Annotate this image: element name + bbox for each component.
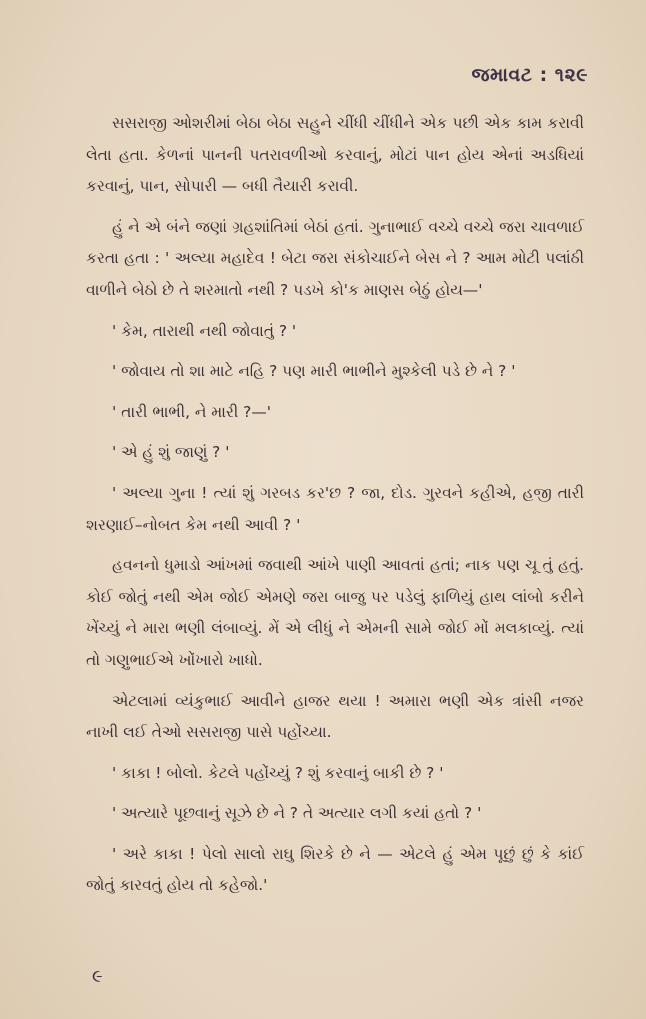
paragraph: ' કેમ, તારાથી નથી જોવાતું ? ' [112,321,297,340]
paragraph: ' એ હું શું જાણું ? ' [112,443,230,462]
paragraph: ' કાકા ! બોલો. કેટલે પહોંચ્યું ? શું કરવાનું બાકી છે ? ' [112,763,444,782]
paragraph: હવનનો ધુમાડો આંખમાં જવાથી આંખે પાણી આવતાં હતાં; નાક પણ ચૂ તું હતું. કોઈ જોતું નથી એમ જોઈ એમણે જરા બાજુ પર પડેલું ફાળિયું હાથ લાંબો કરીને ખેંચ્યું ને મારા ભણી લંબાવ્યું. મેં એ લીધું ને એમની સામે જોઈ મોં મલકાવ્યું. ત્યાં તો ગણુભાઈએ ખોંખારો ખાધો. [86,556,584,669]
body-text [86,108,584,911]
paragraph: એટલામાં વ્યંકુભાઈ આવીને હાજર થયા ! અમારા ભણી એક ત્રાંસી નજર નાખી લઈ તેઓ સસરાજી પાસે પહોંચ્યા. [86,691,584,742]
paragraph: ' અત્યારે પૂછવાનું સૂઝે છે ને ? તે અત્યાર લગી કયાં હતો ? ' [112,804,482,823]
paragraph: સસરાજી ઓશરીમાં બેઠા બેઠા સહુને ચીંધી ચીંધીને એક પછી એક કામ કરાવી લેતા હતા. કેળનાં પાનની પતરાવળીઓ કરવાનું, મોટાં પાન હોય એનાં અડધિયાં કરવાનું, પાન, સોપારી — બધી તૈયારી કરાવી. [86,114,584,196]
page-number: ૯ [92,966,103,987]
paragraph: ' તારી ભાભી, ને મારી ?—' [112,402,271,421]
paragraph: ' જોવાય તો શા માટે નહિ ? પણ મારી ભાભીને મુશ્કેલી પડે છે ને ? ' [112,362,516,381]
paragraph: ' અલ્યા ગુના ! ત્યાં શું ગરબડ કર'છ ? જા, દોડ. ગુરવને કહીએ, હજી તારી શરણાઈ–નોબત કેમ નથી આવી ? ' [86,483,584,534]
paragraph: ' અરે કાકા ! પેલો સાલો રાઘુ શિરકે છે ને — એટલે હું એમ પૂછું છું કે કાંઈ જોતું કારવતું હોય તો કહેજો.' [86,844,584,895]
running-head: જમાવટ : ૧૨૯ [471,64,588,86]
paragraph: હું ને એ બંને જણાં ગ્રહશાંતિમાં બેઠાં હતાં. ગુનાભાઈ વચ્ચે વચ્ચે જરા ચાવળાઈ કરતા હતા : ' અલ્યા મહાદેવ ! બેટા જરા સંકોચાઈને બેસ ને ? આમ મોટી પલાંઠી વાળીને બેઠો છે તે શરમાતો નથી ? પડખે કો'ક માણસ બેઠું હોય—' [86,217,584,299]
